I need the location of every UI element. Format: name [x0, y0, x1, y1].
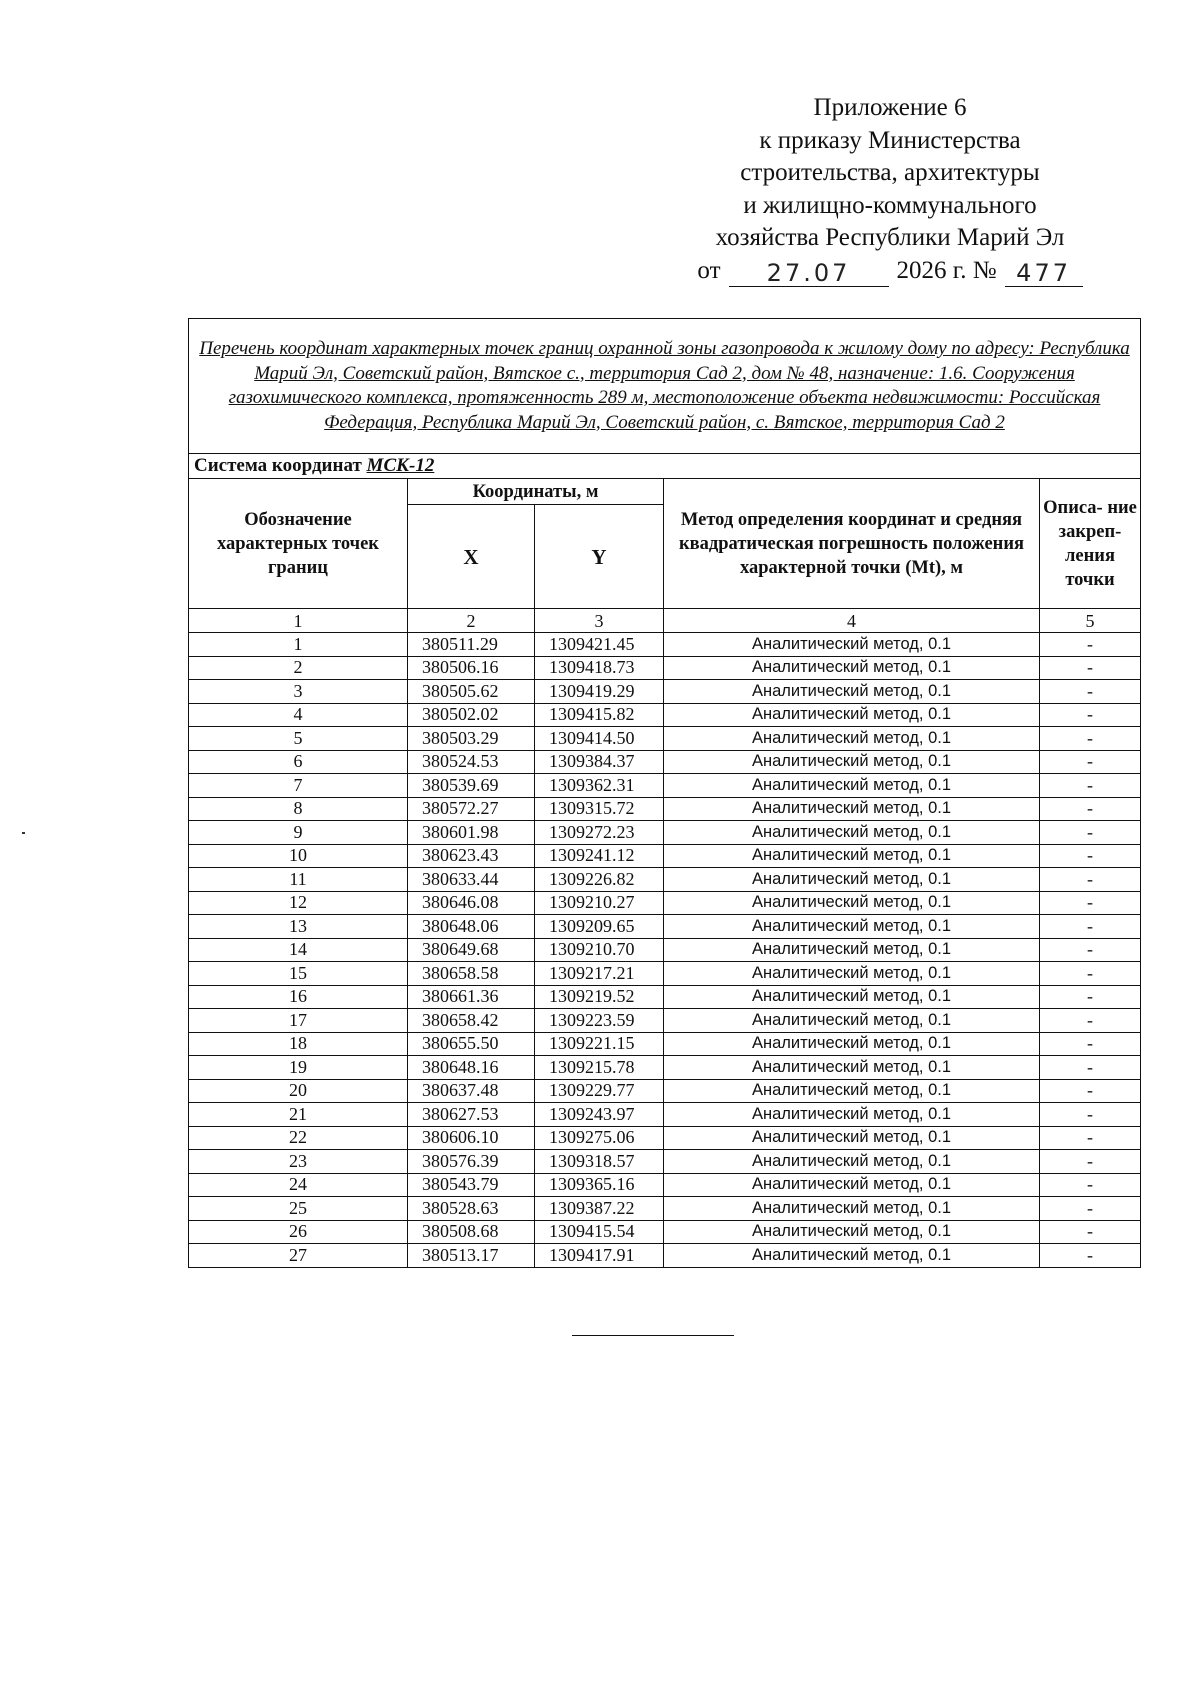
x-value: 380633.44 — [408, 868, 535, 892]
point-number: 6 — [189, 750, 408, 774]
point-number: 4 — [189, 703, 408, 727]
table-row — [189, 1103, 1141, 1127]
description-value: - — [1040, 703, 1141, 727]
y-value: 1309215.78 — [535, 1056, 664, 1080]
point-number: 15 — [189, 962, 408, 986]
method-value: Аналитический метод, 0.1 — [664, 891, 1040, 915]
method-value: Аналитический метод, 0.1 — [664, 1197, 1040, 1221]
coordinate-system — [189, 454, 1141, 479]
coordinates-table — [188, 318, 1141, 1268]
x-value: 380648.16 — [408, 1056, 535, 1080]
description-value: - — [1040, 1009, 1141, 1033]
point-number: 8 — [189, 797, 408, 821]
point-number: 22 — [189, 1126, 408, 1150]
point-number: 24 — [189, 1173, 408, 1197]
description-value: - — [1040, 1032, 1141, 1056]
x-value: 380508.68 — [408, 1220, 535, 1244]
column-number: 3 — [535, 609, 664, 633]
appendix-header — [680, 92, 1100, 287]
method-value: Аналитический метод, 0.1 — [664, 727, 1040, 751]
column-number: 2 — [408, 609, 535, 633]
table-row — [189, 915, 1141, 939]
order-year: 2026 г. № — [896, 256, 997, 284]
description-value: - — [1040, 938, 1141, 962]
method-value: Аналитический метод, 0.1 — [664, 1009, 1040, 1033]
x-value: 380623.43 — [408, 844, 535, 868]
column-number: 1 — [189, 609, 408, 633]
point-number: 27 — [189, 1244, 408, 1268]
method-value: Аналитический метод, 0.1 — [664, 680, 1040, 704]
point-number: 20 — [189, 1079, 408, 1103]
table-row — [189, 797, 1141, 821]
table-row — [189, 1220, 1141, 1244]
table-row — [189, 891, 1141, 915]
x-value: 380576.39 — [408, 1150, 535, 1174]
method-value: Аналитический метод, 0.1 — [664, 1103, 1040, 1127]
point-number: 2 — [189, 656, 408, 680]
y-value: 1309414.50 — [535, 727, 664, 751]
point-number: 25 — [189, 1197, 408, 1221]
method-value: Аналитический метод, 0.1 — [664, 774, 1040, 798]
col-header-coordinates: Координаты, м — [408, 479, 664, 505]
coordinates-table-container — [188, 318, 1140, 1284]
table-row — [189, 680, 1141, 704]
x-value: 380637.48 — [408, 1079, 535, 1103]
order-number-handwritten: 477 — [1005, 260, 1083, 287]
table-row — [189, 703, 1141, 727]
method-value: Аналитический метод, 0.1 — [664, 962, 1040, 986]
x-value: 380502.02 — [408, 703, 535, 727]
method-value: Аналитический метод, 0.1 — [664, 844, 1040, 868]
method-value: Аналитический метод, 0.1 — [664, 750, 1040, 774]
table-row — [189, 1056, 1141, 1080]
description-value: - — [1040, 962, 1141, 986]
point-number: 9 — [189, 821, 408, 845]
description-value: - — [1040, 1103, 1141, 1127]
description-value: - — [1040, 797, 1141, 821]
table-row — [189, 1197, 1141, 1221]
point-number: 17 — [189, 1009, 408, 1033]
table-row — [189, 633, 1141, 657]
table-row — [189, 844, 1141, 868]
table-title: Перечень координат характерных точек границ охранной зоны газопровода к жилому дому по адресу: Республика Марий Эл, Советский район, Вятское с., территория Сад 2, дом № 48, назначение: 1.6. Сооружения газохимического комплекса, протяженность 289 м, местоположение объекта недвижимости: Российская Федерация, Республика Марий Эл, Советский район, с. Вятское, территория Сад 2 — [189, 319, 1141, 454]
x-value: 380572.27 — [408, 797, 535, 821]
col-header-y: Y — [535, 505, 664, 609]
table-row — [189, 1009, 1141, 1033]
method-value: Аналитический метод, 0.1 — [664, 633, 1040, 657]
y-value: 1309217.21 — [535, 962, 664, 986]
table-row — [189, 868, 1141, 892]
method-value: Аналитический метод, 0.1 — [664, 1244, 1040, 1268]
method-value: Аналитический метод, 0.1 — [664, 868, 1040, 892]
description-value: - — [1040, 774, 1141, 798]
y-value: 1309421.45 — [535, 633, 664, 657]
point-number: 3 — [189, 680, 408, 704]
method-value: Аналитический метод, 0.1 — [664, 656, 1040, 680]
y-value: 1309241.12 — [535, 844, 664, 868]
closing-line — [572, 1335, 734, 1336]
y-value: 1309219.52 — [535, 985, 664, 1009]
col-header-method: Метод определения координат и средняя квадратическая погрешность положения характерной точки (Mt), м — [664, 479, 1040, 609]
y-value: 1309365.16 — [535, 1173, 664, 1197]
x-value: 380649.68 — [408, 938, 535, 962]
method-value: Аналитический метод, 0.1 — [664, 1220, 1040, 1244]
description-value: - — [1040, 1079, 1141, 1103]
table-row — [189, 821, 1141, 845]
point-number: 16 — [189, 985, 408, 1009]
col-header-x: X — [408, 505, 535, 609]
header-line: к приказу Министерства — [759, 126, 1021, 154]
table-row — [189, 656, 1141, 680]
y-value: 1309415.82 — [535, 703, 664, 727]
col-header-description: Описа- ние закреп- ления точки — [1040, 479, 1141, 609]
point-number: 14 — [189, 938, 408, 962]
description-value: - — [1040, 1173, 1141, 1197]
table-row — [189, 750, 1141, 774]
point-number: 10 — [189, 844, 408, 868]
point-number: 1 — [189, 633, 408, 657]
method-value: Аналитический метод, 0.1 — [664, 1079, 1040, 1103]
x-value: 380524.53 — [408, 750, 535, 774]
x-value: 380606.10 — [408, 1126, 535, 1150]
x-value: 380661.36 — [408, 985, 535, 1009]
coordinate-system-value: МСК-12 — [366, 455, 435, 476]
x-value: 380627.53 — [408, 1103, 535, 1127]
header-line: хозяйства Республики Марий Эл — [715, 224, 1065, 251]
method-value: Аналитический метод, 0.1 — [664, 821, 1040, 845]
method-value: Аналитический метод, 0.1 — [664, 1056, 1040, 1080]
method-value: Аналитический метод, 0.1 — [664, 703, 1040, 727]
column-number-row — [189, 609, 1141, 633]
point-number: 12 — [189, 891, 408, 915]
point-number: 13 — [189, 915, 408, 939]
description-value: - — [1040, 656, 1141, 680]
description-value: - — [1040, 1244, 1141, 1268]
column-number: 4 — [664, 609, 1040, 633]
header-line: и жилищно-коммунального — [743, 191, 1037, 219]
method-value: Аналитический метод, 0.1 — [664, 1173, 1040, 1197]
y-value: 1309384.37 — [535, 750, 664, 774]
table-row — [189, 985, 1141, 1009]
method-value: Аналитический метод, 0.1 — [664, 1032, 1040, 1056]
header-line: строительства, архитектуры — [740, 159, 1040, 186]
order-date-handwritten: 27.07 — [729, 260, 889, 287]
description-value: - — [1040, 680, 1141, 704]
point-number: 7 — [189, 774, 408, 798]
description-value: - — [1040, 1197, 1141, 1221]
x-value: 380503.29 — [408, 727, 535, 751]
point-number: 11 — [189, 868, 408, 892]
y-value: 1309315.72 — [535, 797, 664, 821]
description-value: - — [1040, 1150, 1141, 1174]
table-row — [189, 1079, 1141, 1103]
description-value: - — [1040, 1220, 1141, 1244]
x-value: 380658.58 — [408, 962, 535, 986]
y-value: 1309210.27 — [535, 891, 664, 915]
y-value: 1309209.65 — [535, 915, 664, 939]
col-header-point: Обозначение характерных точек границ — [189, 479, 408, 609]
y-value: 1309243.97 — [535, 1103, 664, 1127]
table-row — [189, 774, 1141, 798]
y-value: 1309362.31 — [535, 774, 664, 798]
description-value: - — [1040, 868, 1141, 892]
point-number: 23 — [189, 1150, 408, 1174]
order-reference — [680, 255, 1100, 288]
header-line: Приложение 6 — [813, 94, 967, 121]
x-value: 380601.98 — [408, 821, 535, 845]
x-value: 380655.50 — [408, 1032, 535, 1056]
x-value: 380528.63 — [408, 1197, 535, 1221]
point-number: 18 — [189, 1032, 408, 1056]
y-value: 1309210.70 — [535, 938, 664, 962]
order-prefix: от — [697, 256, 721, 284]
y-value: 1309223.59 — [535, 1009, 664, 1033]
x-value: 380543.79 — [408, 1173, 535, 1197]
point-number: 19 — [189, 1056, 408, 1080]
table-row — [189, 727, 1141, 751]
y-value: 1309387.22 — [535, 1197, 664, 1221]
y-value: 1309417.91 — [535, 1244, 664, 1268]
x-value: 380505.62 — [408, 680, 535, 704]
x-value: 380539.69 — [408, 774, 535, 798]
method-value: Аналитический метод, 0.1 — [664, 985, 1040, 1009]
y-value: 1309418.73 — [535, 656, 664, 680]
method-value: Аналитический метод, 0.1 — [664, 797, 1040, 821]
y-value: 1309275.06 — [535, 1126, 664, 1150]
table-row — [189, 1173, 1141, 1197]
point-number: 21 — [189, 1103, 408, 1127]
point-number: 5 — [189, 727, 408, 751]
method-value: Аналитический метод, 0.1 — [664, 1126, 1040, 1150]
point-number: 26 — [189, 1220, 408, 1244]
table-row — [189, 962, 1141, 986]
description-value: - — [1040, 750, 1141, 774]
y-value: 1309229.77 — [535, 1079, 664, 1103]
table-row — [189, 1032, 1141, 1056]
coordinates-rows — [189, 633, 1141, 1268]
y-value: 1309272.23 — [535, 821, 664, 845]
coordinate-system-label: Система координат — [194, 455, 362, 476]
method-value: Аналитический метод, 0.1 — [664, 938, 1040, 962]
method-value: Аналитический метод, 0.1 — [664, 1150, 1040, 1174]
description-value: - — [1040, 1126, 1141, 1150]
y-value: 1309226.82 — [535, 868, 664, 892]
column-number: 5 — [1040, 609, 1141, 633]
table-row — [189, 938, 1141, 962]
method-value: Аналитический метод, 0.1 — [664, 915, 1040, 939]
x-value: 380646.08 — [408, 891, 535, 915]
y-value: 1309415.54 — [535, 1220, 664, 1244]
description-value: - — [1040, 891, 1141, 915]
description-value: - — [1040, 633, 1141, 657]
description-value: - — [1040, 985, 1141, 1009]
description-value: - — [1040, 915, 1141, 939]
y-value: 1309318.57 — [535, 1150, 664, 1174]
y-value: 1309221.15 — [535, 1032, 664, 1056]
y-value: 1309419.29 — [535, 680, 664, 704]
x-value: 380513.17 — [408, 1244, 535, 1268]
table-row — [189, 1244, 1141, 1268]
table-row — [189, 1126, 1141, 1150]
x-value: 380511.29 — [408, 633, 535, 657]
description-value: - — [1040, 844, 1141, 868]
description-value: - — [1040, 821, 1141, 845]
x-value: 380506.16 — [408, 656, 535, 680]
description-value: - — [1040, 1056, 1141, 1080]
scan-speck — [22, 832, 25, 834]
description-value: - — [1040, 727, 1141, 751]
table-row — [189, 1150, 1141, 1174]
x-value: 380648.06 — [408, 915, 535, 939]
x-value: 380658.42 — [408, 1009, 535, 1033]
